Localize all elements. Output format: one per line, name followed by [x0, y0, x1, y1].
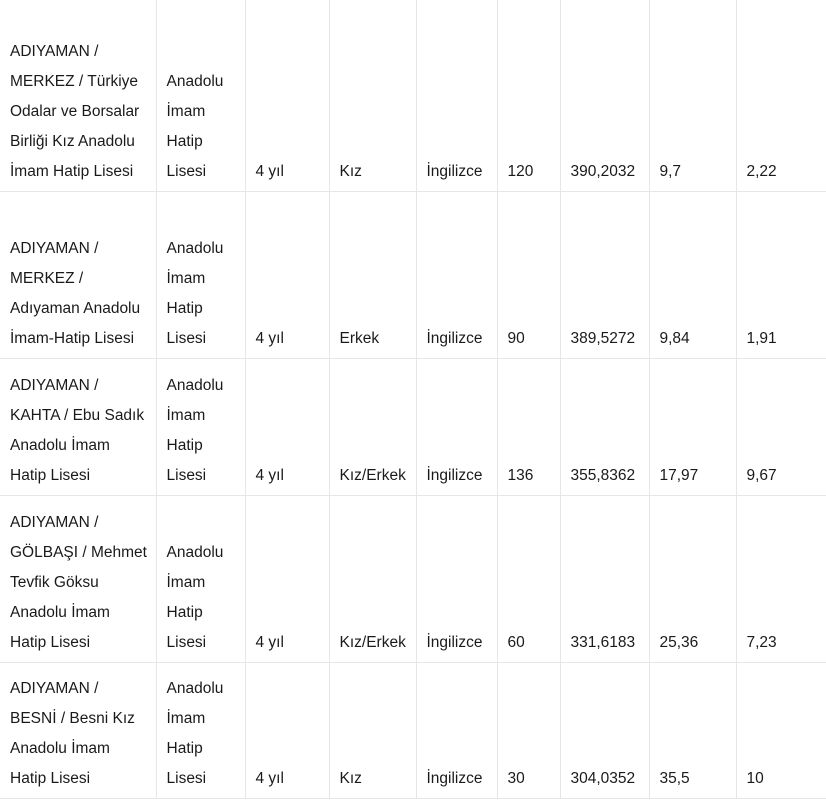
gender-cell: Kız [329, 663, 416, 799]
duration-cell: 4 yıl [245, 663, 329, 799]
quota-cell: 120 [497, 0, 560, 192]
quota-cell: 90 [497, 192, 560, 359]
table-row [0, 663, 826, 799]
school-name-cell: ADIYAMAN / MERKEZ / Adıyaman Anadolu İmam-Hatip Lisesi [0, 192, 156, 359]
percentile-cell: 35,5 [649, 663, 736, 799]
gender-cell: Kız/Erkek [329, 496, 416, 663]
school-type-cell: Anadolu İmam Hatip Lisesi [156, 496, 245, 663]
duration-cell: 4 yıl [245, 496, 329, 663]
last-value-cell: 7,23 [736, 496, 826, 663]
school-name-cell: ADIYAMAN / GÖLBAŞI / Mehmet Tevfik Göksu Anadolu İmam Hatip Lisesi [0, 496, 156, 663]
score-cell: 389,5272 [560, 192, 649, 359]
table-row [0, 496, 826, 663]
language-cell: İngilizce [416, 663, 497, 799]
score-cell: 331,6183 [560, 496, 649, 663]
language-cell: İngilizce [416, 359, 497, 496]
score-cell: 304,0352 [560, 663, 649, 799]
score-cell: 390,2032 [560, 0, 649, 192]
quota-cell: 30 [497, 663, 560, 799]
percentile-cell: 17,97 [649, 359, 736, 496]
language-cell: İngilizce [416, 496, 497, 663]
quota-cell: 60 [497, 496, 560, 663]
percentile-cell: 9,7 [649, 0, 736, 192]
school-type-cell: Anadolu İmam Hatip Lisesi [156, 359, 245, 496]
last-value-cell: 1,91 [736, 192, 826, 359]
duration-cell: 4 yıl [245, 359, 329, 496]
gender-cell: Kız [329, 0, 416, 192]
duration-cell: 4 yıl [245, 0, 329, 192]
percentile-cell: 9,84 [649, 192, 736, 359]
table-row [0, 359, 826, 496]
school-type-cell: Anadolu İmam Hatip Lisesi [156, 192, 245, 359]
last-value-cell: 10 [736, 663, 826, 799]
school-name-cell: ADIYAMAN / MERKEZ / Türkiye Odalar ve Borsalar Birliği Kız Anadolu İmam Hatip Lisesi [0, 0, 156, 192]
quota-cell: 136 [497, 359, 560, 496]
duration-cell: 4 yıl [245, 192, 329, 359]
score-cell: 355,8362 [560, 359, 649, 496]
last-value-cell: 9,67 [736, 359, 826, 496]
gender-cell: Erkek [329, 192, 416, 359]
table-row [0, 0, 826, 192]
school-type-cell: Anadolu İmam Hatip Lisesi [156, 0, 245, 192]
table-row [0, 192, 826, 359]
school-type-cell: Anadolu İmam Hatip Lisesi [156, 663, 245, 799]
language-cell: İngilizce [416, 192, 497, 359]
last-value-cell: 2,22 [736, 0, 826, 192]
language-cell: İngilizce [416, 0, 497, 192]
school-name-cell: ADIYAMAN / KAHTA / Ebu Sadık Anadolu İmam Hatip Lisesi [0, 359, 156, 496]
gender-cell: Kız/Erkek [329, 359, 416, 496]
school-name-cell: ADIYAMAN / BESNİ / Besni Kız Anadolu İmam Hatip Lisesi [0, 663, 156, 799]
percentile-cell: 25,36 [649, 496, 736, 663]
